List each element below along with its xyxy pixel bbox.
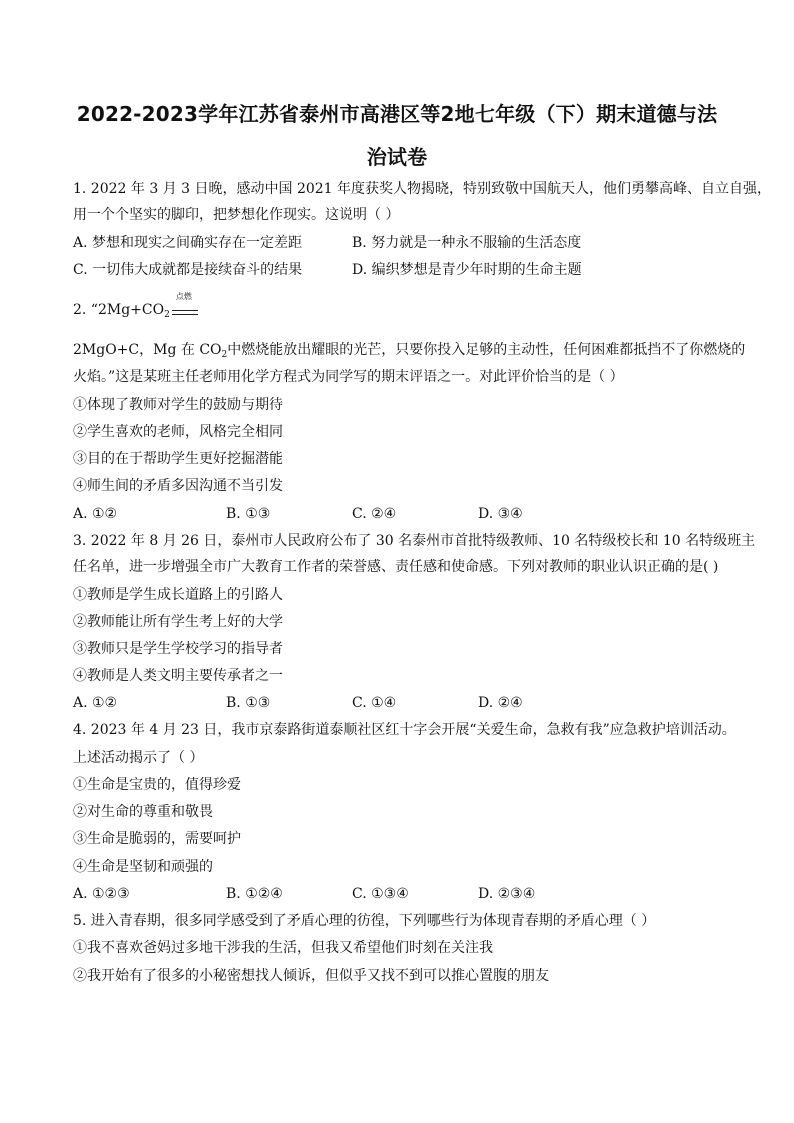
q2-stem-line1-post: 中燃烧能放出耀眼的光芒，只要你投入足够的主动性，任何困难都抵挡不了你燃烧的 xyxy=(227,342,746,358)
reaction-condition: 点燃 xyxy=(175,292,192,301)
q1-stem-line1: 1. 2022 年 3 月 3 日晚，感动中国 2021 年度获奖人物揭晓，特别致敬中国航天人，他们勇攀高峰、自立自强， xyxy=(73,181,772,197)
q2-item-2: ②学生喜欢的老师，风格完全相同 xyxy=(73,424,283,440)
q2-stem-line1-subscript: 2 xyxy=(221,350,228,360)
q2-stem-line1-pre: 2MgO+C，Mg 在 CO xyxy=(73,342,222,358)
q3-stem-line1: 3. 2022 年 8 月 26 日，泰州市人民政府公布了 30 名泰州市首批特级教师、10 名特级校长和 10 名特级班主 xyxy=(73,533,756,549)
q5-item-2: ②我开始有了很多的小秘密想找人倾诉，但似乎又找不到可以推心置腹的朋友 xyxy=(73,968,549,984)
q2-option-d: D. ③④ xyxy=(478,506,523,522)
q3-stem-line2: 任名单，进一步增强全市广大教育工作者的荣誉感、责任感和使命感。下列对教师的职业认识正确的是( ) xyxy=(73,559,719,575)
q1-option-b: B. 努力就是一种永不服输的生活态度 xyxy=(352,235,582,251)
q4-option-c: C. ①③④ xyxy=(352,886,409,902)
q4-option-a: A. ①②③ xyxy=(73,886,130,902)
q3-option-c: C. ①④ xyxy=(352,695,397,711)
q4-item-2: ②对生命的尊重和敬畏 xyxy=(73,804,213,820)
q2-item-1: ①体现了教师对学生的鼓励与期待 xyxy=(73,397,283,413)
q1-stem-line2: 用一个个坚实的脚印，把梦想化作现实。这说明（ ） xyxy=(73,207,400,223)
q3-item-4: ④教师是人类文明主要传承者之一 xyxy=(73,668,283,684)
reaction-arrow-icon xyxy=(172,292,200,316)
q2-stem-line1 xyxy=(73,341,745,364)
q4-item-3: ③生命是脆弱的，需要呵护 xyxy=(73,831,241,847)
q1-option-d: D. 编织梦想是青少年时期的生命主题 xyxy=(352,262,582,278)
q2-formula-subscript: 2 xyxy=(164,310,170,320)
q2-stem-line2: 火焰。”这是某班主任老师用化学方程式为同学写的期末评语之一。对此评价恰当的是（ ） xyxy=(73,369,624,385)
q2-item-3: ③目的在于帮助学生更好挖掘潜能 xyxy=(73,451,283,467)
q3-item-3: ③教师只是学生学校学习的指导者 xyxy=(73,641,283,657)
exam-title-line1: 2022-2023学年江苏省泰州市高港区等2地七年级（下）期末道德与法 xyxy=(76,102,718,126)
q2-formula-prefix: 2. “2Mg+CO xyxy=(73,302,165,318)
q3-option-d: D. ②④ xyxy=(478,695,523,711)
q2-item-4: ④师生间的矛盾多因沟通不当引发 xyxy=(73,478,283,494)
q3-item-1: ①教师是学生成长道路上的引路人 xyxy=(73,587,283,603)
q5-item-1: ①我不喜欢爸妈过多地干涉我的生活，但我又希望他们时刻在关注我 xyxy=(73,940,493,956)
q4-option-b: B. ①②④ xyxy=(226,886,283,902)
q1-option-c: C. 一切伟大成就都是接续奋斗的结果 xyxy=(73,262,303,278)
q2-option-c: C. ②④ xyxy=(352,506,397,522)
q2-formula-line xyxy=(73,292,200,324)
q4-option-d: D. ②③④ xyxy=(478,886,536,902)
q1-option-a: A. 梦想和现实之间确实存在一定差距 xyxy=(73,235,303,251)
q3-item-2: ②教师能让所有学生考上好的大学 xyxy=(73,614,283,630)
q2-option-b: B. ①③ xyxy=(226,506,271,522)
q5-stem-line1: 5. 进入青春期，很多同学感受到了矛盾心理的彷徨，下列哪些行为体现青春期的矛盾心理（ ） xyxy=(73,913,656,929)
q3-option-b: B. ①③ xyxy=(226,695,271,711)
q4-item-1: ①生命是宝贵的，值得珍爱 xyxy=(73,777,241,793)
q4-stem-line2: 上述活动揭示了（ ） xyxy=(73,750,204,766)
q3-option-a: A. ①② xyxy=(73,695,118,711)
q2-option-a: A. ①② xyxy=(73,506,118,522)
q4-stem-line1: 4. 2023 年 4 月 23 日，我市京泰路街道泰顺社区红十字会开展“关爱生命，急救有我”应急救护培训活动。 xyxy=(73,722,736,738)
exam-title-line2: 治试卷 xyxy=(366,145,428,169)
q4-item-4: ④生命是坚韧和顽强的 xyxy=(73,859,213,875)
